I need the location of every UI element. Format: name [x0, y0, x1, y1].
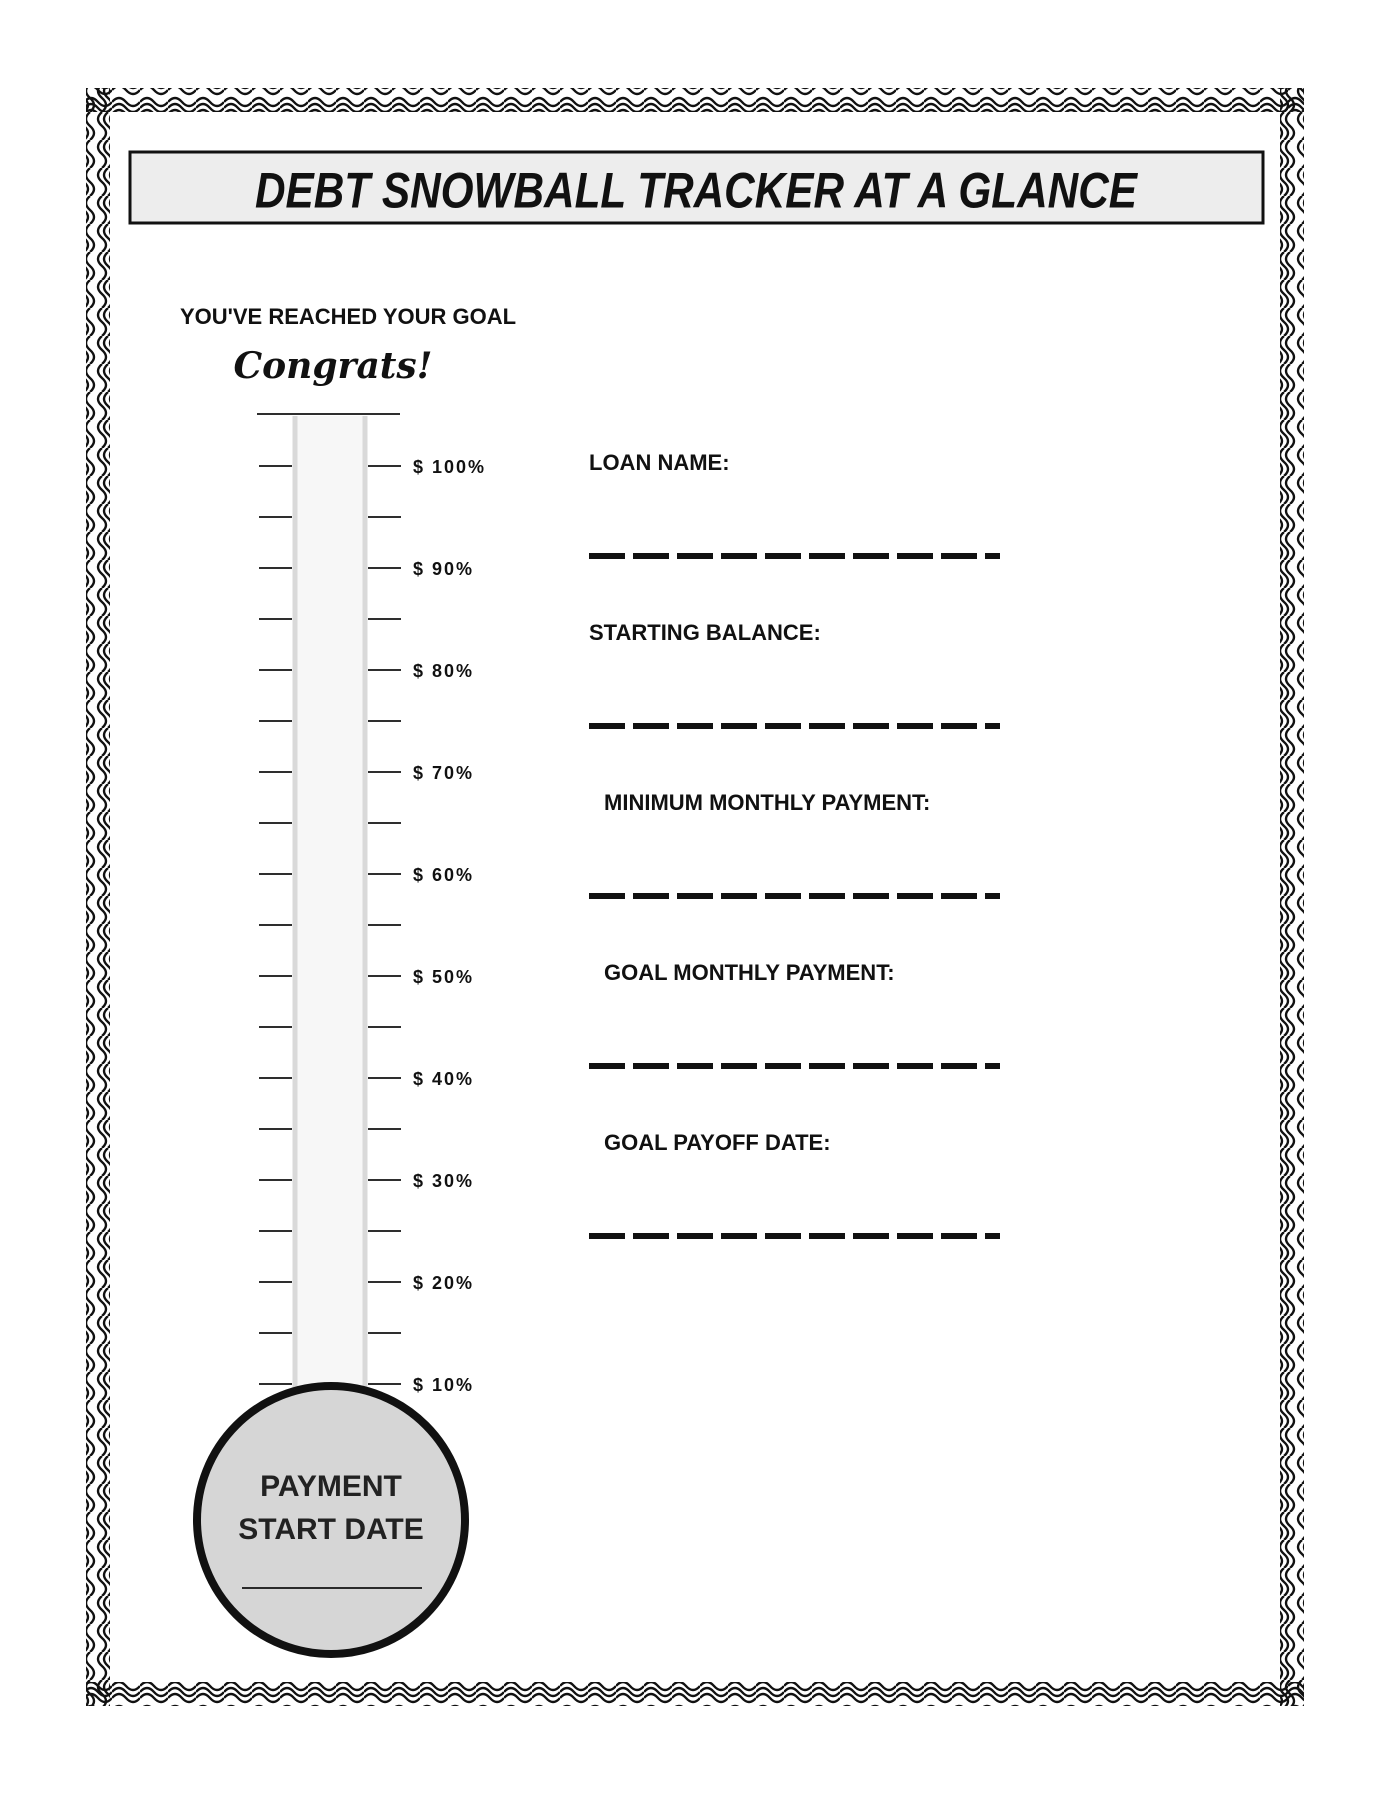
scale-label: $ 40%	[413, 1069, 475, 1089]
title-band	[130, 152, 1263, 223]
scale-label: $ 70%	[413, 763, 475, 783]
field-label: STARTING BALANCE:	[589, 620, 821, 645]
scale-label: $ 30%	[413, 1171, 475, 1191]
border-left	[86, 88, 110, 1706]
bulb-label-line2: START DATE	[238, 1513, 424, 1546]
border-bottom	[86, 1682, 1304, 1706]
scale-label: $ 60%	[413, 865, 475, 885]
thermometer-tube	[293, 416, 367, 1416]
border-right	[1280, 88, 1304, 1706]
scale-label: $ 100%	[413, 457, 487, 477]
border-top	[86, 88, 1304, 112]
field-label: GOAL MONTHLY PAYMENT:	[604, 960, 895, 985]
field-label: LOAN NAME:	[589, 450, 730, 475]
page-title: DEBT SNOWBALL TRACKER AT A GLANCE	[255, 162, 1137, 219]
thermometer-scale	[413, 457, 486, 1395]
field-label: GOAL PAYOFF DATE:	[604, 1130, 831, 1155]
scale-label: $ 10%	[413, 1375, 475, 1395]
scale-label: $ 50%	[413, 967, 475, 987]
goal-caption: YOU'VE REACHED YOUR GOAL	[179, 304, 517, 329]
thermometer	[197, 416, 486, 1654]
scale-label: $ 90%	[413, 559, 475, 579]
bulb-label-line1: PAYMENT	[260, 1470, 402, 1503]
scale-label: $ 20%	[413, 1273, 475, 1293]
loan-form	[589, 450, 1000, 1236]
scale-label: $ 80%	[413, 661, 475, 681]
congrats-text: Congrats!	[233, 345, 433, 387]
field-label: MINIMUM MONTHLY PAYMENT:	[604, 790, 931, 815]
